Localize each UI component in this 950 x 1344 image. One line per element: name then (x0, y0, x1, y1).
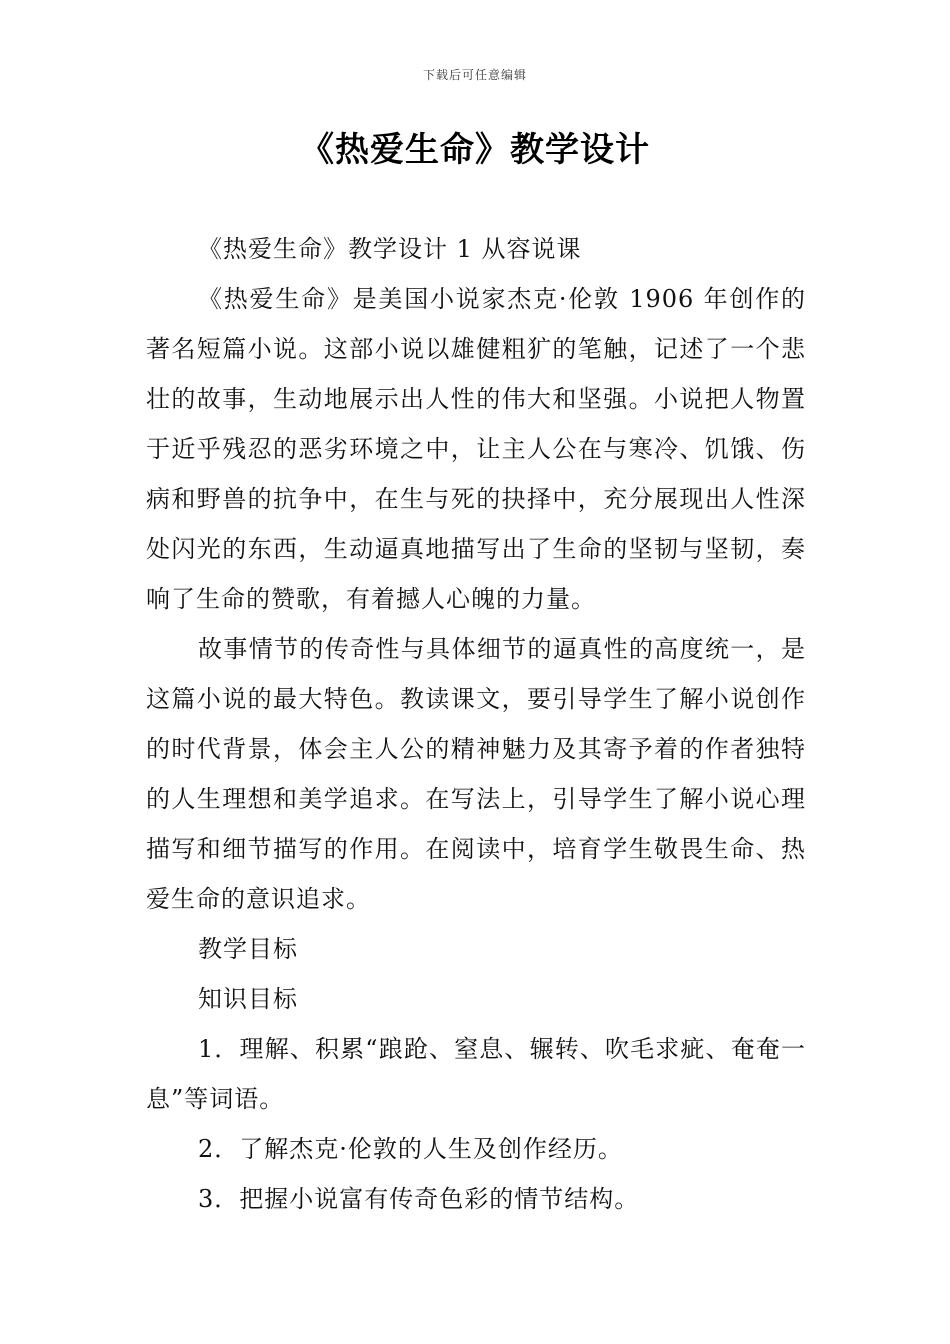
document-title: 《热爱生命》教学设计 (300, 130, 650, 170)
goal-item-3: 3．把握小说富有传奇色彩的情节结构。 (198, 1185, 640, 1213)
subtitle-paragraph: 《热爱生命》教学设计 1 从容说课 (198, 235, 582, 263)
section-heading-teaching-goals: 教学目标 (198, 935, 298, 963)
goal-item-1: 1．理解、积累“踉跄、窒息、辗转、吹毛求疵、奄奄一息”等词语。 (146, 1035, 806, 1113)
intro-paragraph: 《热爱生命》是美国小说家杰克·伦敦 1906 年创作的著名短篇小说。这部小说以雄健粗犷的笔触，记述了一个悲壮的故事，生动地展示出人性的伟大和坚强。小说把人物置于近乎残忍的恶劣环境之中，让主人公在与寒冷、饥饿、伤病和野兽的抗争中，在生与死的抉择中，充分展现出人性深处闪光的东西，生动逼真地描写出了生命的坚韧与坚韧，奏响了生命的赞歌，有着撼人心魄的力量。 (146, 285, 806, 613)
goal-item-2: 2．了解杰克·伦敦的人生及创作经历。 (198, 1135, 623, 1163)
feature-paragraph: 故事情节的传奇性与具体细节的逼真性的高度统一，是这篇小说的最大特色。教读课文，要引导学生了解小说创作的时代背景，体会主人公的精神魅力及其寄予着的作者独特的人生理想和美学追求。在写法上，引导学生了解小说心理描写和细节描写的作用。在阅读中，培育学生敬畏生命、热爱生命的意识追求。 (146, 635, 806, 913)
document-body (146, 224, 806, 1224)
section-heading-knowledge-goals: 知识目标 (198, 985, 298, 1013)
header-note: 下载后可任意编辑 (422, 68, 527, 82)
